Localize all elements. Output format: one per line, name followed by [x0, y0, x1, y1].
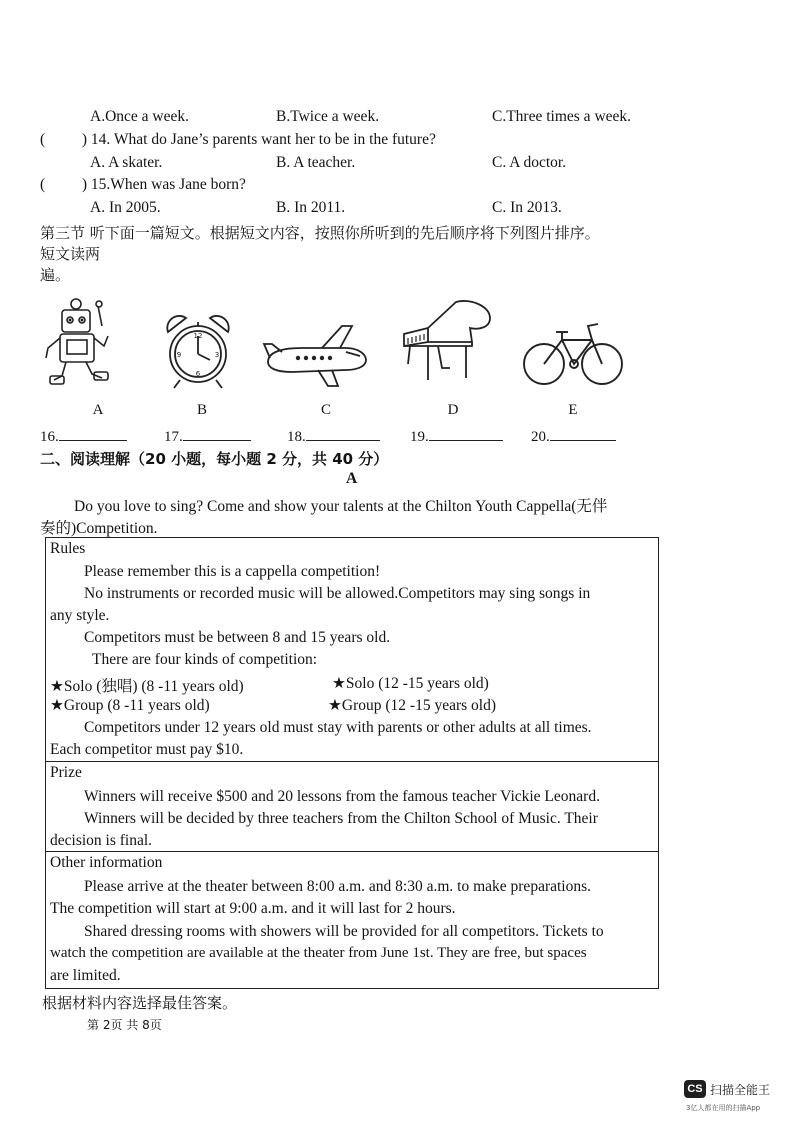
- other-info-line: watch the competition are available at the theater from June 1st. They are free, but spaces: [50, 945, 587, 961]
- blank-number: 18.: [287, 429, 306, 445]
- rules-line: Competitors under 12 years old must stay with parents or other adults at all times.: [84, 719, 592, 736]
- rules-section: [45, 537, 659, 763]
- answer-blank-17[interactable]: [164, 426, 251, 446]
- rules-line: No instruments or recorded music will be allowed.Competitors may sing songs in: [84, 585, 591, 602]
- q14-option-c: C. A doctor.: [492, 154, 567, 171]
- rules-line: Each competitor must pay $10.: [50, 741, 244, 758]
- answer-blank-18[interactable]: [287, 426, 380, 446]
- competition-kind: ★Solo (12 -15 years old): [332, 675, 489, 692]
- q15-option-a: A. In 2005.: [90, 199, 161, 216]
- other-info-line: The competition will start at 9:00 a.m. and it will last for 2 hours.: [50, 900, 456, 917]
- other-info-line: are limited.: [50, 967, 121, 984]
- svg-text:6: 6: [195, 370, 201, 378]
- passage-intro-line2: 奏的)Competition.: [40, 520, 158, 537]
- q13-option-c: C.Three times a week.: [492, 108, 632, 125]
- answer-blank-20[interactable]: [531, 426, 616, 446]
- q14-option-b: B. A teacher.: [276, 154, 356, 171]
- picture-label-b: B: [196, 402, 207, 418]
- part2-heading: 二、阅读理解（20 小题，每小题 2 分，共 40 分）: [40, 450, 389, 468]
- other-info-line: Shared dressing rooms with showers will be provided for all competitors. Tickets to: [84, 923, 604, 940]
- rules-title: Rules: [50, 540, 86, 557]
- alarm-clock-icon: [160, 312, 236, 392]
- blank-number: 20.: [531, 429, 550, 445]
- picture-label-c: C: [320, 402, 331, 418]
- answer-paren-close: ): [81, 131, 88, 148]
- passage-intro-line1: Do you love to sing? Come and show your talents at the Chilton Youth Cappella(无伴: [74, 498, 608, 515]
- rules-line: any style.: [50, 607, 110, 624]
- prize-line: Winners will receive $500 and 20 lessons from the famous teacher Vickie Leonard.: [84, 788, 600, 805]
- airplane-icon: [262, 322, 370, 390]
- piano-icon: [398, 298, 496, 384]
- prize-section: [45, 761, 659, 852]
- section3-instruction-line2: 短文读两: [40, 245, 101, 263]
- picture-label-d: D: [447, 402, 459, 418]
- scanner-watermark: [684, 1080, 770, 1098]
- answer-paren-open: (: [40, 176, 46, 193]
- prize-title: Prize: [50, 764, 82, 781]
- question-14: [40, 131, 436, 149]
- question-15-stem: 15.When was Jane born?: [90, 176, 246, 193]
- other-information-title: Other information: [50, 854, 163, 871]
- scanner-tagline: 3亿人都在用的扫描App: [686, 1104, 761, 1112]
- rules-line: Competitors must be between 8 and 15 years old.: [84, 629, 391, 646]
- svg-text:3: 3: [214, 351, 220, 359]
- section3-instruction-line1: 第三节 听下面一篇短文。根据短文内容，按照你所听到的先后顺序将下列图片排序。: [40, 224, 600, 242]
- svg-text:9: 9: [176, 351, 182, 359]
- picture-label-e: E: [568, 402, 578, 418]
- rules-line: Please remember this is a cappella competition!: [84, 563, 381, 580]
- scanner-name: 扫描全能王: [710, 1082, 771, 1097]
- section3-instruction-line3: 遍。: [40, 266, 71, 284]
- answer-blank-19[interactable]: [410, 426, 503, 446]
- q13-option-a: A.Once a week.: [90, 108, 189, 125]
- q15-option-b: B. In 2011.: [276, 199, 346, 216]
- bicycle-icon: [522, 318, 624, 388]
- choose-answer-instruction: 根据材料内容选择最佳答案。: [42, 994, 238, 1012]
- camscanner-logo: CS: [684, 1080, 706, 1098]
- other-information-section: [45, 851, 659, 989]
- blank-number: 16.: [40, 429, 59, 445]
- other-info-line: Please arrive at the theater between 8:00 a.m. and 8:30 a.m. to make preparations.: [84, 878, 592, 895]
- q15-option-c: C. In 2013.: [492, 199, 562, 216]
- page-number: 第 2页 共 8页: [87, 1018, 162, 1032]
- prize-line: decision is final.: [50, 832, 153, 849]
- robot-icon: [42, 296, 114, 391]
- question-14-stem: 14. What do Jane’s parents want her to be in the future?: [90, 131, 436, 148]
- question-15: [40, 176, 246, 194]
- competition-kind: ★Solo (独唱) (8 -11 years old): [50, 678, 244, 695]
- answer-paren-close: ): [81, 176, 88, 193]
- blank-number: 19.: [410, 429, 429, 445]
- competition-kind: ★Group (12 -15 years old): [328, 697, 496, 714]
- rules-line: There are four kinds of competition:: [92, 651, 318, 668]
- answer-blank-16[interactable]: [40, 426, 127, 446]
- competition-kind: ★Group (8 -11 years old): [50, 697, 210, 714]
- prize-line: Winners will be decided by three teachers from the Chilton School of Music. Their: [84, 810, 598, 827]
- blank-number: 17.: [164, 429, 183, 445]
- passage-letter: A: [346, 470, 358, 487]
- picture-label-a: A: [92, 402, 104, 418]
- answer-paren-open: (: [40, 131, 46, 148]
- q13-option-b: B.Twice a week.: [276, 108, 380, 125]
- q14-option-a: A. A skater.: [90, 154, 163, 171]
- svg-text:12: 12: [193, 332, 203, 340]
